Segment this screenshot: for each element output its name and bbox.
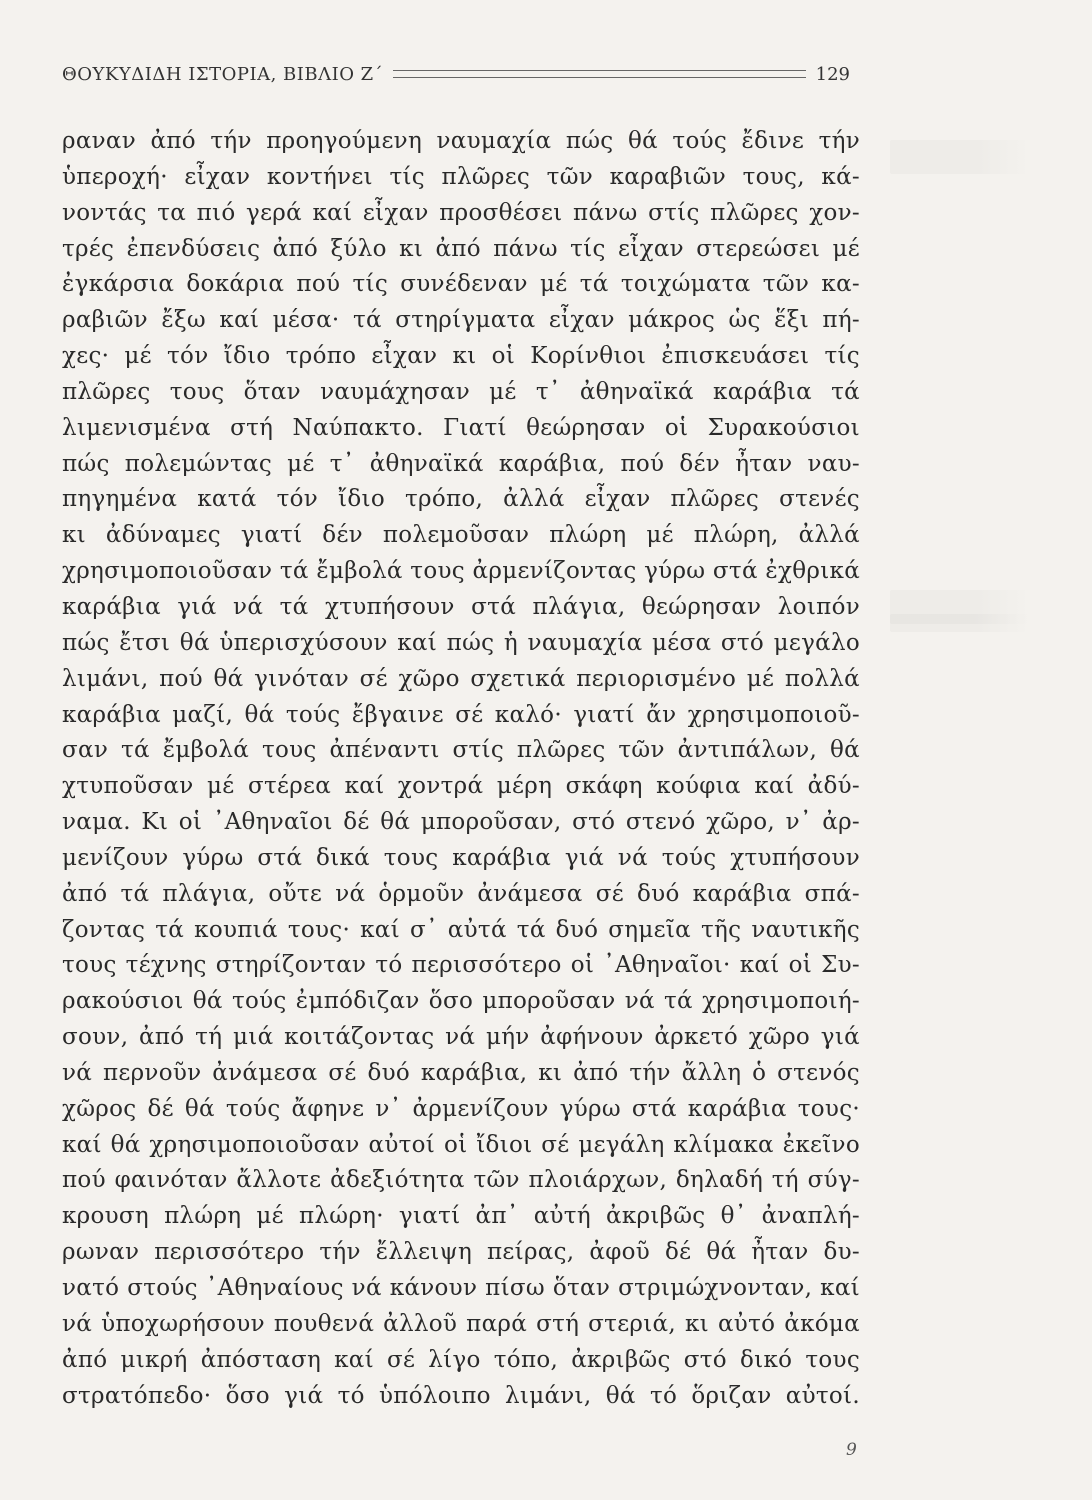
- text-line: ἀπό τά πλάγια, οὔτε νά ὁρμοῦν ἀνάμεσα σέ δυό καράβια σπά-: [62, 880, 860, 907]
- text-line: νά ὑποχωρήσουν πουθενά ἀλλοῦ παρά στή στεριά, κι αὐτό ἀκόμα: [62, 1310, 860, 1337]
- show-through-mark: [890, 614, 1030, 632]
- text-line: νά περνοῦν ἀνάμεσα σέ δυό καράβια, κι ἀπό τήν ἄλλη ὁ στενός: [62, 1059, 860, 1086]
- page-number: 129: [815, 63, 850, 85]
- text-line: κι ἀδύναμες γιατί δέν πολεμοῦσαν πλώρη μέ πλώρη, ἀλλά: [62, 522, 860, 549]
- text-line: ὑπεροχή· εἶχαν κοντήνει τίς πλῶρες τῶν καραβιῶν τους, κά-: [62, 163, 860, 190]
- text-line: χες· μέ τόν ἴδιο τρόπο εἶχαν κι οἱ Κορίνθιοι ἐπισκευάσει τίς: [62, 343, 860, 370]
- running-title: ΘΟΥΚΥΔΙΔΗ ΙΣΤΟΡΙΑ, ΒΙΒΛΙΟ Ζ΄: [62, 63, 384, 85]
- text-line: χρησιμοποιοῦσαν τά ἔμβολά τους ἀρμενίζοντας γύρω στά ἐχθρικά: [62, 558, 860, 585]
- header-double-rule: [393, 70, 805, 78]
- text-line: σαν τά ἔμβολά τους ἀπέναντι στίς πλῶρες τῶν ἀντιπάλων, θά: [62, 737, 860, 764]
- text-line: τους τέχνης στηρίζονταν τό περισσότερο οἱ ᾿Αθηναῖοι· καί οἱ Συ-: [62, 952, 860, 979]
- text-line: στρατόπεδο· ὅσο γιά τό ὑπόλοιπο λιμάνι, θά τό ὅριζαν αὐτοί.: [62, 1382, 860, 1409]
- text-line: ρακούσιοι θά τούς ἐμπόδιζαν ὅσο μποροῦσαν νά τά χρησιμοποιή-: [62, 988, 860, 1015]
- text-line: ραναν ἀπό τήν προηγούμενη ναυμαχία πώς θά τούς ἔδινε τήν: [62, 128, 860, 154]
- text-line: λιμενισμένα στή Ναύπακτο. Γιατί θεώρησαν οἱ Συρακούσιοι: [62, 414, 860, 441]
- text-line: χτυποῦσαν μέ στέρεα καί χοντρά μέρη σκάφη κούφια καί ἀδύ-: [62, 773, 860, 800]
- text-line: ραβιῶν ἔξω καί μέσα· τά στηρίγματα εἶχαν μάκρος ὡς ἕξι πή-: [62, 307, 860, 334]
- text-line: πού φαινόταν ἄλλοτε ἀδεξιότητα τῶν πλοιάρχων, δηλαδή τή σύγ-: [62, 1167, 860, 1194]
- text-line: λιμάνι, πού θά γινόταν σέ χῶρο σχετικά περιορισμένο μέ πολλά: [62, 665, 860, 692]
- text-line: ναμα. Κι οἱ ᾿Αθηναῖοι δέ θά μποροῦσαν, στό στενό χῶρο, ν᾽ ἀρ-: [62, 809, 860, 836]
- text-line: πώς ἔτσι θά ὑπερισχύσουν καί πώς ἡ ναυμαχία μέσα στό μεγάλο: [62, 629, 860, 656]
- text-line: ἀπό μικρή ἀπόσταση καί σέ λίγο τόπο, ἀκριβῶς στό δικό τους: [62, 1346, 860, 1373]
- text-line: πηγημένα κατά τόν ἴδιο τρόπο, ἀλλά εἶχαν πλῶρες στενές: [62, 486, 860, 513]
- text-line: καράβια μαζί, θά τούς ἔβγαινε σέ καλό· γιατί ἄν χρησιμοποιοῦ-: [62, 701, 860, 728]
- text-line: καράβια γιά νά τά χτυπήσουν στά πλάγια, θεώρησαν λοιπόν: [62, 593, 860, 620]
- text-line: νοντάς τα πιό γερά καί εἶχαν προσθέσει πάνω στίς πλῶρες χον-: [62, 199, 860, 226]
- text-line: καί θά χρησιμοποιοῦσαν αὐτοί οἱ ἴδιοι σέ μεγάλη κλίμακα ἐκεῖνο: [62, 1131, 860, 1158]
- text-line: σουν, ἀπό τή μιά κοιτάζοντας νά μήν ἀφήνουν ἀρκετό χῶρο γιά: [62, 1024, 860, 1051]
- show-through-mark: [890, 140, 1030, 174]
- text-line: ἐγκάρσια δοκάρια πού τίς συνέδεναν μέ τά τοιχώματα τῶν κα-: [62, 271, 860, 298]
- text-line: ρωναν περισσότερο τήν ἔλλειψη πείρας, ἀφοῦ δέ θά ἦταν δυ-: [62, 1239, 860, 1266]
- signature-mark: 9: [846, 1440, 857, 1460]
- text-line: μενίζουν γύρω στά δικά τους καράβια γιά νά τούς χτυπήσουν: [62, 844, 860, 871]
- text-line: πώς πολεμώντας μέ τ᾽ ἀθηναϊκά καράβια, πού δέν ἦταν ναυ-: [62, 450, 860, 477]
- text-line: χῶρος δέ θά τούς ἄφηνε ν᾽ ἀρμενίζουν γύρω στά καράβια τους·: [62, 1095, 860, 1122]
- body-text: [62, 124, 860, 1414]
- text-line: πλῶρες τους ὅταν ναυμάχησαν μέ τ᾽ ἀθηναϊκά καράβια τά: [62, 378, 860, 405]
- text-line: νατό στούς ᾿Αθηναίους νά κάνουν πίσω ὅταν στριμώχνονταν, καί: [62, 1275, 860, 1301]
- running-head: [62, 60, 850, 88]
- text-line: ζοντας τά κουπιά τους· καί σ᾽ αὐτά τά δυό σημεῖα τῆς ναυτικῆς: [62, 916, 860, 943]
- text-line: κρουση πλώρη μέ πλώρη· γιατί ἀπ᾽ αὐτή ἀκριβῶς θ᾽ ἀναπλή-: [62, 1203, 860, 1230]
- text-line: τρές ἐπενδύσεις ἀπό ξύλο κι ἀπό πάνω τίς εἶχαν στερεώσει μέ: [62, 235, 860, 262]
